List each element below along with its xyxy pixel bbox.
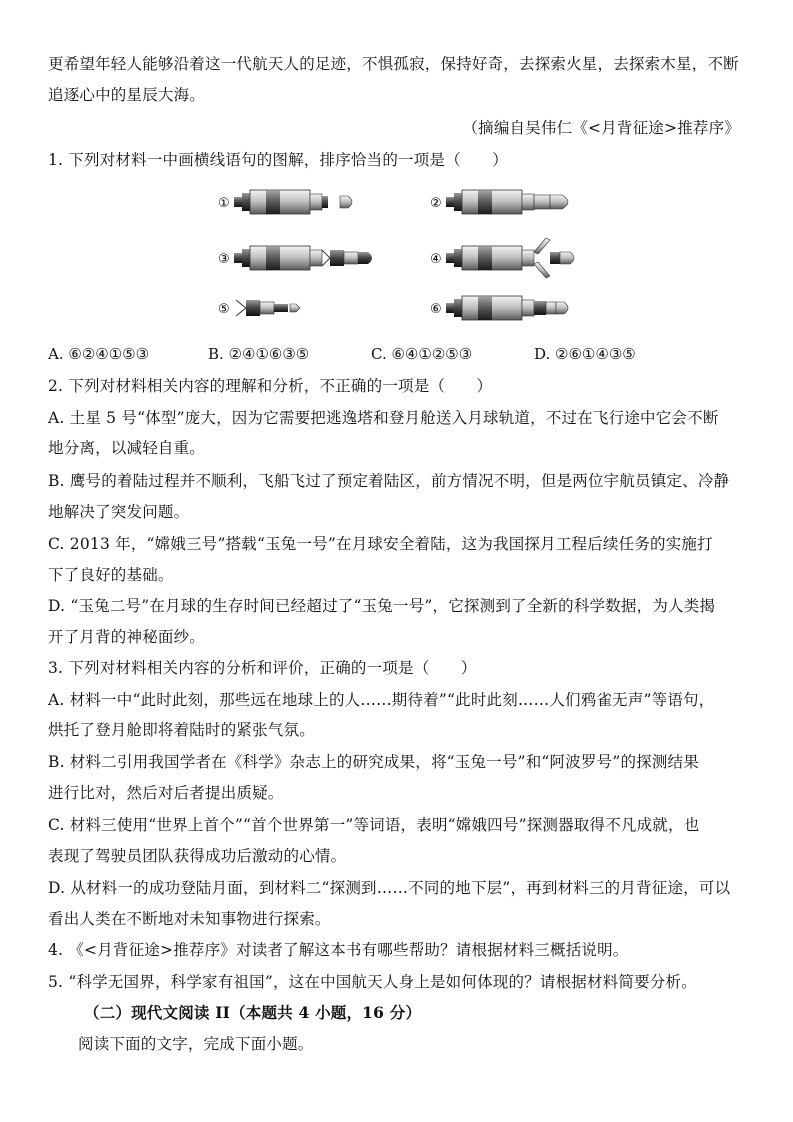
q4-stem: 4. 《<月背征途>推荐序》对读者了解这本书有哪些帮助？请根据材料三概括说明。 — [48, 941, 629, 959]
intro-line-1: 更希望年轻人能够沿着这一代航天人的足迹，不惧孤寂，保持好奇，去探索火星，去探索木星，不断 — [48, 55, 739, 73]
q3-option-d-line1: D. 从材料一的成功登陆月面，到材料二“探测到……不同的地下层”，再到材料三的月背征途，可以 — [48, 879, 731, 897]
q2-option-d-line2: 开了月背的神秘面纱。 — [48, 628, 206, 646]
diagram-item-5 — [218, 300, 300, 317]
intro-line-2: 追逐心中的星辰大海。 — [48, 86, 206, 104]
q1-option-b[interactable]: B. ②④①⑥③⑤ — [208, 345, 310, 363]
q2-option-b-line1: B. 鹰号的着陆过程并不顺利，飞船飞过了预定着陆区，前方情况不明，但是两位宇航员镇定、冷静 — [48, 472, 730, 490]
section-heading: （二）现代文阅读 II（本题共 4 小题，16 分） — [84, 1003, 422, 1022]
q3-option-b-line2: 进行比对，然后对后者提出质疑。 — [48, 784, 284, 802]
source-citation: （摘编自吴伟仁《<月背征途>推荐序》 — [462, 119, 740, 137]
q2-option-c-line1: C. 2013 年，“嫦娥三号”搭载“玉兔一号”在月球安全着陆，这为我国探月工程后续任务的实施打 — [48, 535, 713, 553]
q1-option-a[interactable]: A. ⑥②④①⑤③ — [48, 345, 150, 363]
section-instruction: 阅读下面的文字，完成下面小题。 — [78, 1035, 314, 1053]
diagram-label-6: ⑥ — [430, 302, 442, 317]
q2-option-d-line1: D. “玉兔二号”在月球的生存时间已经超过了“玉兔一号”，它探测到了全新的科学数据，为人类揭 — [48, 597, 716, 615]
q2-option-a-line2: 地分离，以减轻自重。 — [48, 439, 206, 457]
q3-option-c-line2: 表现了驾驶员团队获得成功后激动的心情。 — [48, 847, 347, 865]
q5-stem: 5. “科学无国界，科学家有祖国”，这在中国航天人身上是如何体现的？请根据材料简要分析。 — [48, 973, 697, 991]
diagram-label-1: ① — [218, 196, 230, 211]
q3-option-a-line1: A. 材料一中“此时此刻，那些远在地球上的人……期待着”“此时此刻……人们鸦雀无声”等语句， — [48, 691, 715, 709]
q1-options — [48, 345, 748, 365]
diagram-label-5: ⑤ — [218, 302, 230, 317]
rocket-staging-diagram — [218, 180, 588, 325]
diagram-label-3: ③ — [218, 252, 230, 267]
diagram-item-1 — [218, 190, 352, 214]
diagram-item-2 — [430, 190, 568, 214]
q1-option-d[interactable]: D. ②⑥①④③⑤ — [534, 345, 636, 363]
q2-stem: 2. 下列对材料相关内容的理解和分析，不正确的一项是（ ） — [48, 377, 493, 395]
q1-option-c[interactable]: C. ⑥④①②⑤③ — [371, 345, 473, 363]
diagram-label-4: ④ — [430, 252, 442, 267]
diagram-item-6 — [430, 296, 568, 320]
q3-option-c-line1: C. 材料三使用“世界上首个”“首个世界第一”等词语，表明“嫦娥四号”探测器取得不凡成就，也 — [48, 816, 700, 834]
diagram-item-3 — [218, 246, 372, 270]
diagram-item-4 — [430, 238, 574, 278]
q3-stem: 3. 下列对材料相关内容的分析和评价，正确的一项是（ ） — [48, 659, 477, 677]
diagram-label-2: ② — [430, 196, 442, 211]
q3-option-d-line2: 看出人类在不断地对未知事物进行探索。 — [48, 910, 331, 928]
q2-option-c-line2: 下了良好的基础。 — [48, 566, 174, 584]
q3-option-b-line1: B. 材料二引用我国学者在《科学》杂志上的研究成果，将“玉兔一号”和“阿波罗号”的探测结果 — [48, 753, 699, 771]
q3-option-a-line2: 烘托了登月舱即将着陆时的紧张气氛。 — [48, 721, 315, 739]
q1-stem: 1. 下列对材料一中画横线语句的图解，排序恰当的一项是（ ） — [48, 151, 508, 169]
q2-option-b-line2: 地解决了突发问题。 — [48, 503, 190, 521]
q2-option-a-line1: A. 土星 5 号“体型”庞大，因为它需要把逃逸塔和登月舱送入月球轨道，不过在飞行途中它会不断 — [48, 409, 719, 427]
